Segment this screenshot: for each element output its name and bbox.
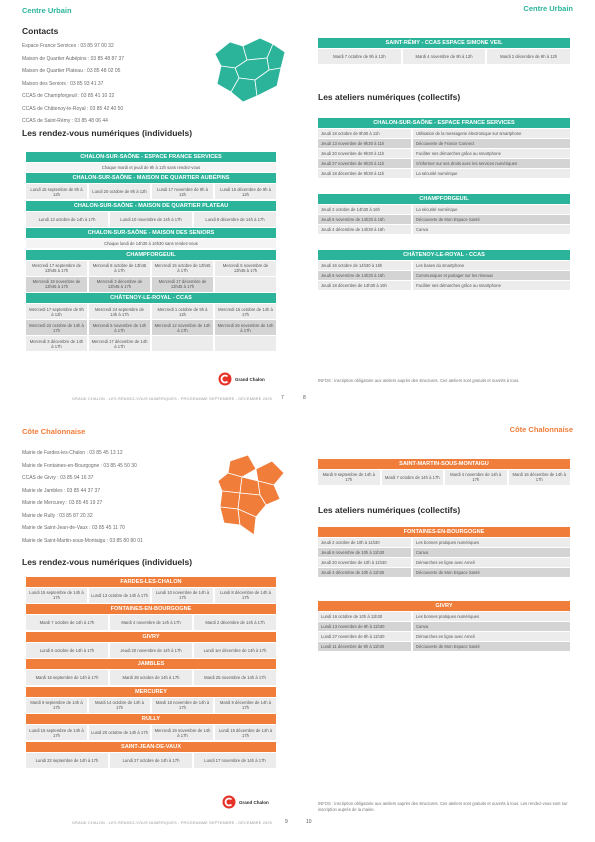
atelier-date: Lundi 13 novembre de 9h à 11h30 <box>318 622 411 631</box>
contact-line: Mairie de Saint-Jean-de-Vaux : 03 85 45 11 70 <box>22 525 125 531</box>
date-cell: Mercredi 19 novembre de 13h45 à 17h <box>26 277 87 292</box>
page-number-right: 10 <box>306 819 312 825</box>
date-cell: Mardi 7 octobre de 14h à 17h <box>26 615 108 630</box>
atelier-venue-header: CHALON-SUR-SAÔNE - ESPACE FRANCE SERVICES <box>318 118 570 128</box>
date-cell: Lundi 17 novembre de 9h à 12h <box>152 184 213 199</box>
venue-header: JAMBLES <box>26 659 276 669</box>
date-row <box>318 470 570 485</box>
atelier-row <box>318 538 570 547</box>
contact-line: CCAS de Givry : 03 85 94 16 37 <box>22 475 94 481</box>
contact-line: Mairie de Fardes-les-Chalon : 03 85 45 13 12 <box>22 450 123 456</box>
date-cell: Jeudi 20 novembre de 14h à 17h <box>110 643 192 658</box>
date-cell: Lundi 15 décembre de 9h à 12h <box>215 184 276 199</box>
venue-header: RULLY <box>26 714 276 724</box>
venue-header: FARDES-LES-CHALON <box>26 577 276 587</box>
atelier-row <box>318 169 570 178</box>
date-cell: Mardi 4 novembre de 14h à 17h <box>445 470 507 485</box>
rdv-table-cote-chalonnaise <box>26 575 276 768</box>
date-row <box>26 725 276 740</box>
date-cell: Mardi 4 novembre de 14h à 17h <box>110 615 192 630</box>
venue-header: SAINT-MARTIN-SOUS-MONTAIGU <box>318 459 570 469</box>
date-cell: Mardi 7 octobre de 14h à 17h <box>382 470 444 485</box>
date-row <box>26 212 276 227</box>
contact-line: Mairie de Fontaines-en-Bourgogne : 03 85 45 50 30 <box>22 462 137 469</box>
logo-icon <box>222 795 236 809</box>
page-cote-chalonnaise <box>0 421 595 842</box>
date-row <box>26 588 276 603</box>
atelier-venue-header: FONTAINES-EN-BOURGOGNE <box>318 527 570 537</box>
atelier-row <box>318 642 570 651</box>
rdv-title: Les rendez-vous numériques (individuels) <box>22 557 193 567</box>
venue-header: CHALON-SUR-SAÔNE - MAISON DE QUARTIER AUBÉPINS <box>26 173 276 183</box>
contacts-list <box>22 40 222 128</box>
atelier-topic: Communiquer et partager sur les réseaux <box>413 271 570 280</box>
cote-chalonnaise-map <box>210 451 290 541</box>
atelier-date: Jeudi 6 novembre de 14h30 à 16h <box>318 215 411 224</box>
date-row <box>26 753 276 768</box>
footer-strip: GRAND CHALON - LES RENDEZ-VOUS NUMÉRIQUES - PROGRAMME SEPTEMBRE - DÉCEMBRE 2025 <box>72 397 272 401</box>
date-cell: Lundi 8 décembre de 14h à 17h <box>194 212 276 227</box>
atelier-date: Jeudi 2 octobre de 14h30 à 16h <box>318 205 411 214</box>
atelier-row <box>318 558 570 567</box>
date-cell: Lundi 27 octobre de 14h à 17h <box>110 753 192 768</box>
venue-note: Chaque lundi de 14h30 à 16h30 sans rendez-vous <box>26 239 276 248</box>
date-cell: Mardi 9 septembre de 14h à 17h <box>318 470 380 485</box>
venue-header: CHALON-SUR-SAÔNE - ESPACE FRANCE SERVICES <box>26 152 276 162</box>
atelier-date: Jeudi 6 novembre de 10h à 11h30 <box>318 548 411 557</box>
date-cell: Mercredi 5 novembre de 13h45 à 17h <box>215 261 276 276</box>
venue-header: FONTAINES-EN-BOURGOGNE <box>26 604 276 614</box>
date-cell: Mardi 2 décembre de 14h à 17h <box>194 615 276 630</box>
page-number-left: 9 <box>285 819 288 825</box>
atelier-date: Jeudi 16 octobre de 14h30 à 16h <box>318 261 411 270</box>
atelier-row <box>318 149 570 158</box>
contact-line: Maison des Seniors : 03 85 93 41 37 <box>22 80 104 87</box>
footnote: INFOS : inscription obligatoire aux ateliers auprès des structures. Ces ateliers sont gratuits et ouverts à tous. <box>318 378 520 383</box>
date-cell: Mercredi 3 décembre de 13h45 à 17h <box>89 277 150 292</box>
date-cell: Lundi 17 novembre de 14h à 17h <box>194 753 276 768</box>
venue-header: CHALON-SUR-SAÔNE - MAISON DES SENIORS <box>26 228 276 238</box>
logo-text: Grand Chalon <box>239 799 269 805</box>
footnote: INFOS : inscription obligatoire aux ateliers auprès des structures. Ces ateliers sont gratuits et ouverts à tous. Les rendez-vous sont sur inscription auprès de la mairie. <box>318 801 568 812</box>
contact-line: CCAS de Saint-Rémy : 03 85 48 06 44 <box>22 118 108 124</box>
empty-cell <box>152 336 213 351</box>
date-row <box>26 615 276 630</box>
empty-cell <box>215 277 276 292</box>
atelier-date: Jeudi 18 décembre de 14h30 à 16h <box>318 281 411 290</box>
date-cell: Mardi 28 octobre de 14h à 17h <box>110 670 192 685</box>
contact-line: Maison de Quartier Aubépins : 03 85 48 87 37 <box>22 55 125 62</box>
logo-text: Grand Chalon <box>235 376 265 382</box>
date-cell: Mercredi 26 novembre de 14h à 17h <box>215 320 276 335</box>
atelier-topic: Découverte de Mon Espace Santé <box>413 642 570 651</box>
atelier-topic: Découverte de Mon Espace Santé <box>413 568 570 577</box>
saint-martin-block <box>318 457 570 485</box>
atelier-date: Jeudi 4 décembre de 14h30 à 16h <box>318 225 411 234</box>
date-cell: Mardi 4 novembre de 9h à 12h <box>403 49 486 64</box>
atelier-row <box>318 139 570 148</box>
date-cell: Lundi 15 septembre de 9h à 12h <box>26 184 87 199</box>
atelier-row <box>318 622 570 631</box>
atelier-topic: Canva <box>413 225 570 234</box>
venue-header: SAINT-JEAN-DE-VAUX <box>26 742 276 752</box>
atelier-topic: Découverte de France Connect <box>413 139 570 148</box>
rdv-table-centre-urbain <box>26 150 276 351</box>
date-cell: Mardi 16 décembre de 14h à 17h <box>509 470 571 485</box>
contact-line: Mairie de Rully : 03 85 87 20 32 <box>22 512 93 519</box>
date-cell: Mardi 25 novembre de 14h à 17h <box>194 670 276 685</box>
date-cell: Mercredi 1 octobre de 9h à 12h <box>152 304 213 319</box>
atelier-date: Jeudi 18 octobre de 9h30 à 11h <box>318 129 411 138</box>
atelier-topic: La sécurité numérique <box>413 169 570 178</box>
date-cell: Lundi 10 novembre de 14h à 17h <box>110 212 192 227</box>
ateliers-table-centre-urbain <box>318 114 570 290</box>
date-cell: Mardi 9 septembre de 14h à 17h <box>26 698 87 713</box>
atelier-row <box>318 281 570 290</box>
atelier-topic: Faciliter ses démarches grâce au smartphone <box>413 281 570 290</box>
atelier-topic: Les bonnes pratiques numériques <box>413 538 570 547</box>
venue-header: SAINT-RÉMY - CCAS ESPACE SIMONE VEIL <box>318 38 570 48</box>
date-row <box>26 184 276 199</box>
atelier-topic: Démarches en ligne avec Ameli <box>413 632 570 641</box>
logo-icon <box>218 372 232 386</box>
contact-line: CCAS de Châtenoy-le-Royal : 03 85 42 40 50 <box>22 105 124 112</box>
date-cell: Lundi 20 octobre de 9h à 12h <box>89 184 150 199</box>
atelier-topic: Canva <box>413 548 570 557</box>
atelier-date: Jeudi 20 novembre de 10h à 11h30 <box>318 558 411 567</box>
date-cell: Mercredi 22 octobre de 14h à 17h <box>26 320 87 335</box>
atelier-date: Jeudi 2 octobre de 10h à 11h30 <box>318 538 411 547</box>
section-label-right: Côte Chalonnaise <box>509 425 573 434</box>
atelier-row <box>318 129 570 138</box>
grand-chalon-logo <box>218 372 265 386</box>
contacts-title: Contacts <box>22 26 59 36</box>
atelier-topic: Démarches en ligne avec Ameli <box>413 558 570 567</box>
date-row <box>26 320 276 335</box>
atelier-row <box>318 632 570 641</box>
atelier-date: Jeudi 4 décembre de 10h à 11h30 <box>318 568 411 577</box>
atelier-row <box>318 271 570 280</box>
date-row <box>26 277 276 292</box>
venue-header: MERCUREY <box>26 687 276 697</box>
atelier-topic: Les bases du smartphone <box>413 261 570 270</box>
date-cell: Mercredi 17 septembre de 9h à 12h <box>26 304 87 319</box>
atelier-row <box>318 612 570 621</box>
empty-cell <box>215 336 276 351</box>
atelier-venue-header: CHÂTENOY-LE-ROYAL - CCAS <box>318 250 570 260</box>
atelier-date: Jeudi 6 novembre de 14h30 à 16h <box>318 271 411 280</box>
date-cell: Mardi 9 décembre de 14h à 17h <box>215 698 276 713</box>
contacts-list <box>22 447 222 547</box>
date-cell: Lundi 20 octobre de 14h à 17h <box>89 725 150 740</box>
contact-line: Maison de Quartier Plateau : 03 85 48 02 05 <box>22 68 121 74</box>
atelier-topic: Faciliter ses démarches grâce au smartphone <box>413 149 570 158</box>
atelier-topic: La sécurité numérique <box>413 205 570 214</box>
venue-header: GIVRY <box>26 632 276 642</box>
venue-header: CHAMPFORGEUIL <box>26 250 276 260</box>
date-cell: Lundi 8 décembre de 14h à 17h <box>215 588 276 603</box>
rdv-title: Les rendez-vous numériques (individuels) <box>22 128 193 138</box>
date-row <box>26 304 276 319</box>
atelier-topic: Découverte de Mon Espace Santé <box>413 215 570 224</box>
date-cell: Lundi 6 octobre de 14h à 17h <box>26 643 108 658</box>
venue-header: CHALON-SUR-SAÔNE - MAISON DE QUARTIER PLATEAU <box>26 201 276 211</box>
ateliers-title: Les ateliers numériques (collectifs) <box>318 505 461 515</box>
date-cell: Lundi 13 octobre de 14h à 17h <box>89 588 150 603</box>
atelier-date: Lundi 27 novembre de 9h à 11h30 <box>318 632 411 641</box>
date-cell: Lundi 15 décembre de 14h à 17h <box>215 725 276 740</box>
ateliers-title: Les ateliers numériques (collectifs) <box>318 92 461 102</box>
atelier-row <box>318 225 570 234</box>
section-label-right: Centre Urbain <box>523 4 573 13</box>
atelier-date: Lundi 16 octobre de 10h à 11h30 <box>318 612 411 621</box>
ateliers-table-cote-chalonnaise <box>318 523 570 651</box>
footer-strip: GRAND CHALON - LES RENDEZ-VOUS NUMÉRIQUES - PROGRAMME SEPTEMBRE - DÉCEMBRE 2025 <box>72 821 272 825</box>
contact-line: Mairie de Saint-Martin-sous-Montaigu : 03 85 80 80 01 <box>22 537 143 544</box>
page-number-right: 8 <box>303 395 306 401</box>
date-cell: Mercredi 19 novembre de 14h à 17h <box>152 725 213 740</box>
centre-urbain-map <box>205 34 290 106</box>
date-row <box>26 698 276 713</box>
atelier-row <box>318 215 570 224</box>
contact-line: Espace France Services : 03 85 97 00 32 <box>22 43 114 49</box>
atelier-topic: Les bonnes pratiques numériques <box>413 612 570 621</box>
atelier-venue-header: CHAMPFORGEUIL <box>318 194 570 204</box>
atelier-row <box>318 548 570 557</box>
date-row <box>26 336 276 351</box>
section-label: Côte Chalonnaise <box>22 427 86 436</box>
date-cell: Lundi 1er décembre de 14h à 17h <box>194 643 276 658</box>
atelier-date: Jeudi 20 novembre de 9h30 à 11h <box>318 149 411 158</box>
atelier-date: Lundi 11 décembre de 9h à 11h30 <box>318 642 411 651</box>
date-cell: Lundi 22 septembre de 14h à 17h <box>26 753 108 768</box>
date-cell: Mercredi 5 novembre de 14h à 17h <box>89 320 150 335</box>
date-row <box>26 261 276 276</box>
atelier-topic: S'informer sur ses droits avec les services numériques <box>413 159 570 168</box>
date-cell: Mercredi 3 décembre de 14h à 17h <box>26 336 87 351</box>
date-cell: Mardi 16 septembre de 14h à 17h <box>26 670 108 685</box>
date-row <box>26 670 276 685</box>
contact-line: CCAS de Champforgeuil : 03 85 41 10 22 <box>22 93 115 99</box>
date-cell: Lundi 10 novembre de 14h à 17h <box>152 588 213 603</box>
date-cell: Mardi 7 octobre de 9h à 12h <box>318 49 401 64</box>
date-row <box>26 643 276 658</box>
atelier-venue-header: GIVRY <box>318 601 570 611</box>
venue-header: CHÂTENOY-LE-ROYAL - CCAS <box>26 293 276 303</box>
atelier-date: Jeudi 13 novembre de 9h30 à 11h <box>318 139 411 148</box>
atelier-date: Jeudi 18 décembre de 9h30 à 11h <box>318 169 411 178</box>
atelier-row <box>318 261 570 270</box>
atelier-topic: Utilisation de la messagerie électronique sur smartphone <box>413 129 570 138</box>
venue-note: Chaque mardi et jeudi de 9h à 12h sans rendez-vous <box>26 163 276 172</box>
atelier-row <box>318 568 570 577</box>
atelier-row <box>318 159 570 168</box>
contact-line: Mairie de Jambles : 03 85 44 37 37 <box>22 487 101 494</box>
date-cell: Mercredi 17 décembre de 13h45 à 17h <box>152 277 213 292</box>
date-cell: Lundi 13 octobre de 14h à 17h <box>26 212 108 227</box>
date-cell: Lundi 15 septembre de 14h à 17h <box>26 725 87 740</box>
date-cell: Mardi 18 novembre de 14h à 17h <box>152 698 213 713</box>
date-cell: Mercredi 15 octobre de 13h45 à 17h <box>152 261 213 276</box>
page-number-left: 7 <box>281 395 284 401</box>
section-label: Centre Urbain <box>22 6 72 15</box>
date-cell: Mercredi 15 octobre de 14h à 17h <box>215 304 276 319</box>
date-cell: Mercredi 8 octobre de 13h45 à 17h <box>89 261 150 276</box>
grand-chalon-logo <box>222 795 269 809</box>
date-cell: Mercredi 24 septembre de 14h à 17h <box>89 304 150 319</box>
saint-remy-block <box>318 36 570 64</box>
date-cell: Mardi 2 décembre de 9h à 12h <box>487 49 570 64</box>
atelier-date: Jeudi 27 novembre de 9h30 à 11h <box>318 159 411 168</box>
date-cell: Mercredi 17 septembre de 13h45 à 17h <box>26 261 87 276</box>
atelier-topic: Canva <box>413 622 570 631</box>
contact-line: Mairie de Mercurey : 03 85 45 19 27 <box>22 500 103 506</box>
date-cell: Mercredi 17 décembre de 14h à 17h <box>89 336 150 351</box>
date-cell: Lundi 15 septembre de 14h à 17h <box>26 588 87 603</box>
date-cell: Mercredi 12 novembre de 14h à 17h <box>152 320 213 335</box>
date-row <box>318 49 570 64</box>
atelier-row <box>318 205 570 214</box>
date-cell: Mardi 14 octobre de 14h à 17h <box>89 698 150 713</box>
